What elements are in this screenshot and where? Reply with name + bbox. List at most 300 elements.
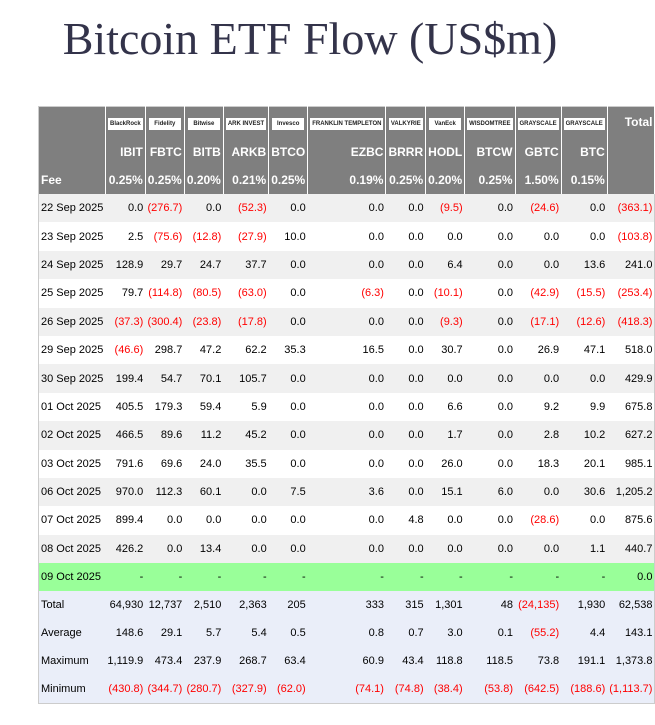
header-blank (607, 137, 655, 166)
ticker-header: BTCW (465, 137, 515, 166)
header-ticker-row (39, 137, 655, 166)
value-cell: 9.2 (543, 400, 560, 413)
value-cell: 79.7 (121, 287, 144, 300)
issuer-logo-cell (308, 107, 386, 138)
value-cell: 518.0 (624, 344, 653, 357)
value-cell: 118.8 (426, 647, 465, 675)
value-cell: 0.0 (308, 364, 386, 392)
value-cell: 791.6 (115, 457, 144, 470)
value-cell: 0.7 (386, 619, 426, 647)
value-cell: (344.7) (145, 675, 184, 704)
value-cell: (280.7) (184, 675, 223, 704)
value-cell: 0.0 (497, 514, 513, 527)
value-cell: 26.9 (537, 344, 560, 357)
issuer-logo: VALKYRIE (389, 118, 423, 130)
value-cell: 29.1 (145, 619, 184, 647)
value-cell: 148.6 (105, 619, 145, 647)
date-cell: 22 Sep 2025 (39, 194, 106, 222)
summary-row (39, 591, 655, 619)
value-cell: (363.1) (607, 194, 655, 222)
value-cell: 0.0 (515, 364, 561, 392)
value-cell: 426.2 (105, 535, 145, 563)
fee-value: 0.25% (269, 166, 308, 194)
value-cell: - (465, 563, 515, 591)
value-cell: 0.0 (308, 251, 386, 279)
value-cell: 26.0 (441, 457, 463, 470)
value-cell: (6.3) (361, 287, 384, 300)
date-cell: 01 Oct 2025 (41, 400, 101, 413)
ticker-header: HODL (426, 137, 465, 166)
value-cell: 0.0 (386, 364, 426, 392)
ticker-header: EZBC (308, 137, 386, 166)
value-cell: 0.0 (368, 457, 384, 470)
value-cell: 48 (465, 591, 515, 619)
value-cell: 0.0 (408, 230, 424, 243)
value-cell: 5.9 (251, 400, 267, 413)
ticker-header: GBTC (515, 137, 561, 166)
value-cell: (300.4) (145, 308, 184, 336)
value-cell: 112.3 (145, 478, 184, 506)
issuer-logo-cell (105, 107, 145, 138)
value-cell: - (515, 563, 561, 591)
value-cell: - (105, 563, 145, 591)
value-cell: 0.0 (561, 194, 607, 222)
value-cell: 10.2 (561, 421, 607, 449)
fee-value: 0.25% (105, 166, 145, 194)
value-cell: 89.6 (145, 421, 184, 449)
value-cell: 18.3 (537, 457, 560, 470)
value-cell: (103.8) (617, 230, 653, 243)
value-cell: 1,373.8 (607, 647, 655, 675)
value-cell: 1,301 (426, 591, 465, 619)
value-cell: 0.0 (206, 514, 222, 527)
value-cell: (53.8) (465, 675, 515, 704)
value-cell: 315 (386, 591, 426, 619)
issuer-logo: BlackRock (108, 118, 143, 130)
value-cell: (114.8) (148, 287, 183, 300)
value-cell: 268.7 (223, 647, 268, 675)
table-row (39, 450, 655, 478)
issuer-logo: FRANKLIN TEMPLETON (310, 118, 383, 130)
value-cell: 12,737 (145, 591, 184, 619)
value-cell: 73.8 (515, 647, 561, 675)
value-cell: 0.0 (447, 514, 463, 527)
value-cell: 2.8 (515, 421, 561, 449)
table-row (39, 336, 655, 364)
value-cell: 5.4 (223, 619, 268, 647)
value-cell: (12.6) (561, 308, 607, 336)
date-cell: 02 Oct 2025 (39, 421, 106, 449)
ticker-header: BTC (561, 137, 607, 166)
summary-label: Minimum (39, 675, 106, 704)
value-cell: 2.5 (127, 230, 144, 243)
value-cell: 11.2 (184, 421, 223, 449)
value-cell: 60.1 (184, 478, 223, 506)
value-cell: 179.3 (154, 400, 183, 413)
value-cell: 0.0 (308, 308, 386, 336)
table-row (39, 393, 655, 421)
value-cell: (42.9) (530, 287, 560, 300)
table-row (39, 421, 655, 449)
fee-value: 0.25% (145, 166, 184, 194)
date-cell: 26 Sep 2025 (39, 308, 106, 336)
date-cell: 06 Oct 2025 (39, 478, 106, 506)
value-cell: 63.4 (269, 647, 308, 675)
value-cell: 45.2 (223, 421, 268, 449)
value-cell: (188.6) (561, 675, 607, 704)
value-cell: 35.5 (245, 457, 267, 470)
value-cell: 0.0 (465, 308, 515, 336)
value-cell: 0.0 (515, 535, 561, 563)
fee-value: 0.20% (426, 166, 465, 194)
ticker-header: BITB (184, 137, 223, 166)
value-cell: 6.6 (447, 400, 463, 413)
issuer-logo-cell (269, 107, 308, 138)
value-cell: - (269, 563, 308, 591)
value-cell: 0.0 (251, 514, 267, 527)
value-cell: 0.0 (408, 400, 424, 413)
value-cell: 0.0 (368, 230, 384, 243)
value-cell: 0.0 (223, 535, 268, 563)
value-cell: 0.0 (497, 400, 513, 413)
value-cell: (28.6) (530, 514, 560, 527)
value-cell: 69.6 (160, 457, 183, 470)
value-cell: (642.5) (515, 675, 561, 704)
value-cell: 0.0 (465, 194, 515, 222)
value-cell: 0.0 (386, 308, 426, 336)
value-cell: 405.5 (115, 400, 144, 413)
value-cell: 128.9 (105, 251, 145, 279)
issuer-logo: Fidelity (149, 118, 181, 130)
value-cell: 191.1 (561, 647, 607, 675)
value-cell: (37.3) (105, 308, 145, 336)
value-cell: 0.0 (497, 230, 513, 243)
value-cell: 298.7 (154, 344, 183, 357)
fee-value: 1.50% (515, 166, 561, 194)
value-cell: 0.0 (308, 194, 386, 222)
date-cell: 29 Sep 2025 (41, 344, 104, 357)
value-cell: (24.6) (515, 194, 561, 222)
value-cell: 16.5 (362, 344, 384, 357)
value-cell: 0.0 (290, 400, 306, 413)
date-cell: 24 Sep 2025 (39, 251, 106, 279)
issuer-logo: Bitwise (188, 118, 220, 130)
value-cell: 0.0 (465, 421, 515, 449)
issuer-logo-cell (386, 107, 426, 138)
table-row (39, 308, 655, 336)
value-cell: (10.1) (433, 287, 463, 300)
table-row (39, 563, 655, 591)
issuer-logo: GRAYSCALE (518, 118, 559, 130)
ticker-header: IBIT (105, 137, 145, 166)
value-cell: 0.0 (386, 194, 426, 222)
value-cell: (55.2) (515, 619, 561, 647)
value-cell: 466.5 (105, 421, 145, 449)
value-cell: (418.3) (607, 308, 655, 336)
summary-row (39, 619, 655, 647)
value-cell: 30.6 (561, 478, 607, 506)
value-cell: - (426, 563, 465, 591)
value-cell: 0.0 (386, 478, 426, 506)
issuer-logo-cell (145, 107, 184, 138)
value-cell: 10.0 (284, 230, 306, 243)
fee-value: 0.21% (223, 166, 268, 194)
value-cell: 54.7 (145, 364, 184, 392)
value-cell: 1.7 (426, 421, 465, 449)
value-cell: 47.2 (199, 344, 222, 357)
issuer-logo: Invesco (272, 118, 304, 130)
value-cell: 0.0 (269, 194, 308, 222)
date-cell: 03 Oct 2025 (41, 457, 101, 470)
value-cell: 6.4 (426, 251, 465, 279)
value-cell: 7.5 (269, 478, 308, 506)
value-cell: 0.0 (269, 308, 308, 336)
summary-label: Total (39, 591, 106, 619)
value-cell: 237.9 (184, 647, 223, 675)
value-cell: 29.7 (145, 251, 184, 279)
table-row (39, 251, 655, 279)
value-cell: 0.0 (543, 230, 560, 243)
value-cell: - (561, 563, 607, 591)
value-cell: 47.1 (583, 344, 606, 357)
value-cell: 0.0 (515, 251, 561, 279)
fee-value: 0.15% (561, 166, 607, 194)
value-cell: 0.0 (515, 478, 561, 506)
value-cell: - (184, 563, 223, 591)
value-cell: 0.0 (607, 563, 655, 591)
value-cell: 4.4 (561, 619, 607, 647)
value-cell: 0.0 (497, 287, 513, 300)
value-cell: - (145, 563, 184, 591)
value-cell: 0.0 (368, 514, 384, 527)
value-cell: 970.0 (105, 478, 145, 506)
value-cell: 199.4 (105, 364, 145, 392)
value-cell: (12.8) (192, 230, 222, 243)
table-row (39, 535, 655, 563)
summary-label: Average (39, 619, 106, 647)
issuer-logo-cell (426, 107, 465, 138)
value-cell: 2,363 (223, 591, 268, 619)
value-cell: 985.1 (624, 457, 653, 470)
value-cell: 24.7 (184, 251, 223, 279)
value-cell: 118.5 (465, 647, 515, 675)
value-cell: 30.7 (441, 344, 463, 357)
ticker-header: BTCO (269, 137, 308, 166)
value-cell: 43.4 (386, 647, 426, 675)
value-cell: (1,113.7) (607, 675, 655, 704)
date-cell: 09 Oct 2025 (39, 563, 106, 591)
value-cell: - (386, 563, 426, 591)
value-cell: 473.4 (145, 647, 184, 675)
value-cell: 0.0 (223, 478, 268, 506)
value-cell: 205 (269, 591, 308, 619)
value-cell: (74.1) (308, 675, 386, 704)
value-cell: (63.0) (237, 287, 267, 300)
value-cell: 241.0 (607, 251, 655, 279)
fee-value: 0.25% (465, 166, 515, 194)
value-cell: (430.8) (105, 675, 145, 704)
table-row (39, 222, 655, 250)
value-cell: (80.5) (192, 287, 222, 300)
value-cell: 1,930 (561, 591, 607, 619)
value-cell: 3.0 (426, 619, 465, 647)
fee-value: 0.19% (308, 166, 386, 194)
issuer-logo: ARK INVEST (226, 118, 266, 130)
value-cell: 0.0 (269, 535, 308, 563)
value-cell: 0.0 (465, 535, 515, 563)
value-cell: 0.0 (269, 251, 308, 279)
value-cell: 0.0 (167, 514, 183, 527)
value-cell: 62,538 (607, 591, 655, 619)
date-cell: 25 Sep 2025 (41, 287, 104, 300)
value-cell: 20.1 (583, 457, 606, 470)
value-cell: 675.8 (624, 400, 653, 413)
value-cell: (23.8) (184, 308, 223, 336)
value-cell: 0.0 (408, 457, 424, 470)
header-logo-row (39, 107, 655, 138)
value-cell: 0.0 (290, 287, 306, 300)
value-cell: 0.0 (308, 421, 386, 449)
value-cell: 37.7 (223, 251, 268, 279)
date-cell: 23 Sep 2025 (41, 230, 104, 243)
summary-row (39, 675, 655, 704)
value-cell: 333 (308, 591, 386, 619)
value-cell: 13.4 (184, 535, 223, 563)
value-cell: 143.1 (607, 619, 655, 647)
table-row (39, 478, 655, 506)
value-cell: 0.8 (308, 619, 386, 647)
summary-row (39, 647, 655, 675)
value-cell: 0.0 (589, 514, 606, 527)
fee-label: Fee (39, 166, 106, 194)
value-cell: 1,205.2 (607, 478, 655, 506)
value-cell: 0.0 (465, 251, 515, 279)
value-cell: 70.1 (184, 364, 223, 392)
value-cell: 0.0 (561, 364, 607, 392)
value-cell: (62.0) (269, 675, 308, 704)
value-cell: - (308, 563, 386, 591)
value-cell: (24,135) (515, 591, 561, 619)
value-cell: 0.0 (386, 251, 426, 279)
value-cell: 15.1 (426, 478, 465, 506)
value-cell: (15.5) (576, 287, 606, 300)
issuer-logo-cell (515, 107, 561, 138)
issuer-logo: WISDOMTREE (467, 118, 512, 130)
value-cell: 59.4 (199, 400, 222, 413)
value-cell: 0.0 (290, 514, 306, 527)
value-cell: 0.0 (465, 364, 515, 392)
value-cell: - (223, 563, 268, 591)
value-cell: 105.7 (223, 364, 268, 392)
value-cell: 1,119.9 (105, 647, 145, 675)
value-cell: 0.5 (269, 619, 308, 647)
value-cell: (17.8) (223, 308, 268, 336)
value-cell: 875.6 (624, 514, 653, 527)
issuer-logo: GRAYSCALE (564, 118, 605, 130)
value-cell: 0.0 (408, 344, 424, 357)
fee-value: 0.25% (386, 166, 426, 194)
value-cell: 6.0 (465, 478, 515, 506)
table-row (39, 194, 655, 222)
value-cell: 0.0 (426, 364, 465, 392)
table-row (39, 506, 655, 534)
value-cell: 60.9 (308, 647, 386, 675)
issuer-logo-cell (465, 107, 515, 138)
value-cell: 0.1 (465, 619, 515, 647)
value-cell: (75.6) (153, 230, 183, 243)
date-cell: 07 Oct 2025 (41, 514, 101, 527)
date-cell: 08 Oct 2025 (39, 535, 106, 563)
value-cell: (276.7) (145, 194, 184, 222)
value-cell: 1.1 (561, 535, 607, 563)
value-cell: (52.3) (223, 194, 268, 222)
value-cell: 0.0 (386, 421, 426, 449)
ticker-header: FBTC (145, 137, 184, 166)
value-cell: 3.6 (308, 478, 386, 506)
value-cell: 899.4 (115, 514, 144, 527)
etf-flow-table (38, 106, 655, 704)
value-cell: (327.9) (223, 675, 268, 704)
value-cell: (9.5) (426, 194, 465, 222)
value-cell: 9.9 (589, 400, 606, 413)
value-cell: 0.0 (145, 535, 184, 563)
issuer-logo-cell (223, 107, 268, 138)
header-blank (607, 166, 655, 194)
value-cell: 0.0 (368, 400, 384, 413)
value-cell: 0.0 (269, 364, 308, 392)
value-cell: 0.0 (386, 535, 426, 563)
value-cell: 429.9 (607, 364, 655, 392)
fee-row (39, 166, 655, 194)
ticker-header: ARKB (223, 137, 268, 166)
header-blank (39, 137, 106, 166)
value-cell: 64,930 (105, 591, 145, 619)
date-cell: 30 Sep 2025 (39, 364, 106, 392)
issuer-logo-cell (184, 107, 223, 138)
value-cell: (17.1) (515, 308, 561, 336)
page-title: Bitcoin ETF Flow (US$m) (62, 13, 558, 64)
value-cell: (38.4) (426, 675, 465, 704)
value-cell: 0.0 (184, 194, 223, 222)
value-cell: 0.0 (290, 457, 306, 470)
total-header: Total (607, 107, 655, 138)
value-cell: 0.0 (408, 287, 424, 300)
value-cell: 0.0 (105, 194, 145, 222)
issuer-logo-cell (561, 107, 607, 138)
value-cell: 2,510 (184, 591, 223, 619)
value-cell: 0.0 (447, 230, 463, 243)
value-cell: (27.9) (237, 230, 267, 243)
fee-value: 0.20% (184, 166, 223, 194)
value-cell: 13.6 (561, 251, 607, 279)
value-cell: 35.3 (284, 344, 306, 357)
value-cell: 5.7 (184, 619, 223, 647)
value-cell: 440.7 (607, 535, 655, 563)
value-cell: (253.4) (617, 287, 653, 300)
table-row (39, 279, 655, 307)
issuer-logo: VanEck (429, 118, 461, 130)
value-cell: 0.0 (497, 457, 513, 470)
summary-label: Maximum (39, 647, 106, 675)
value-cell: 0.0 (269, 421, 308, 449)
value-cell: 0.0 (308, 535, 386, 563)
value-cell: 4.8 (408, 514, 424, 527)
header-blank (39, 107, 106, 138)
value-cell: 0.0 (426, 535, 465, 563)
value-cell: (9.3) (426, 308, 465, 336)
value-cell: (46.6) (114, 344, 144, 357)
value-cell: (74.8) (386, 675, 426, 704)
